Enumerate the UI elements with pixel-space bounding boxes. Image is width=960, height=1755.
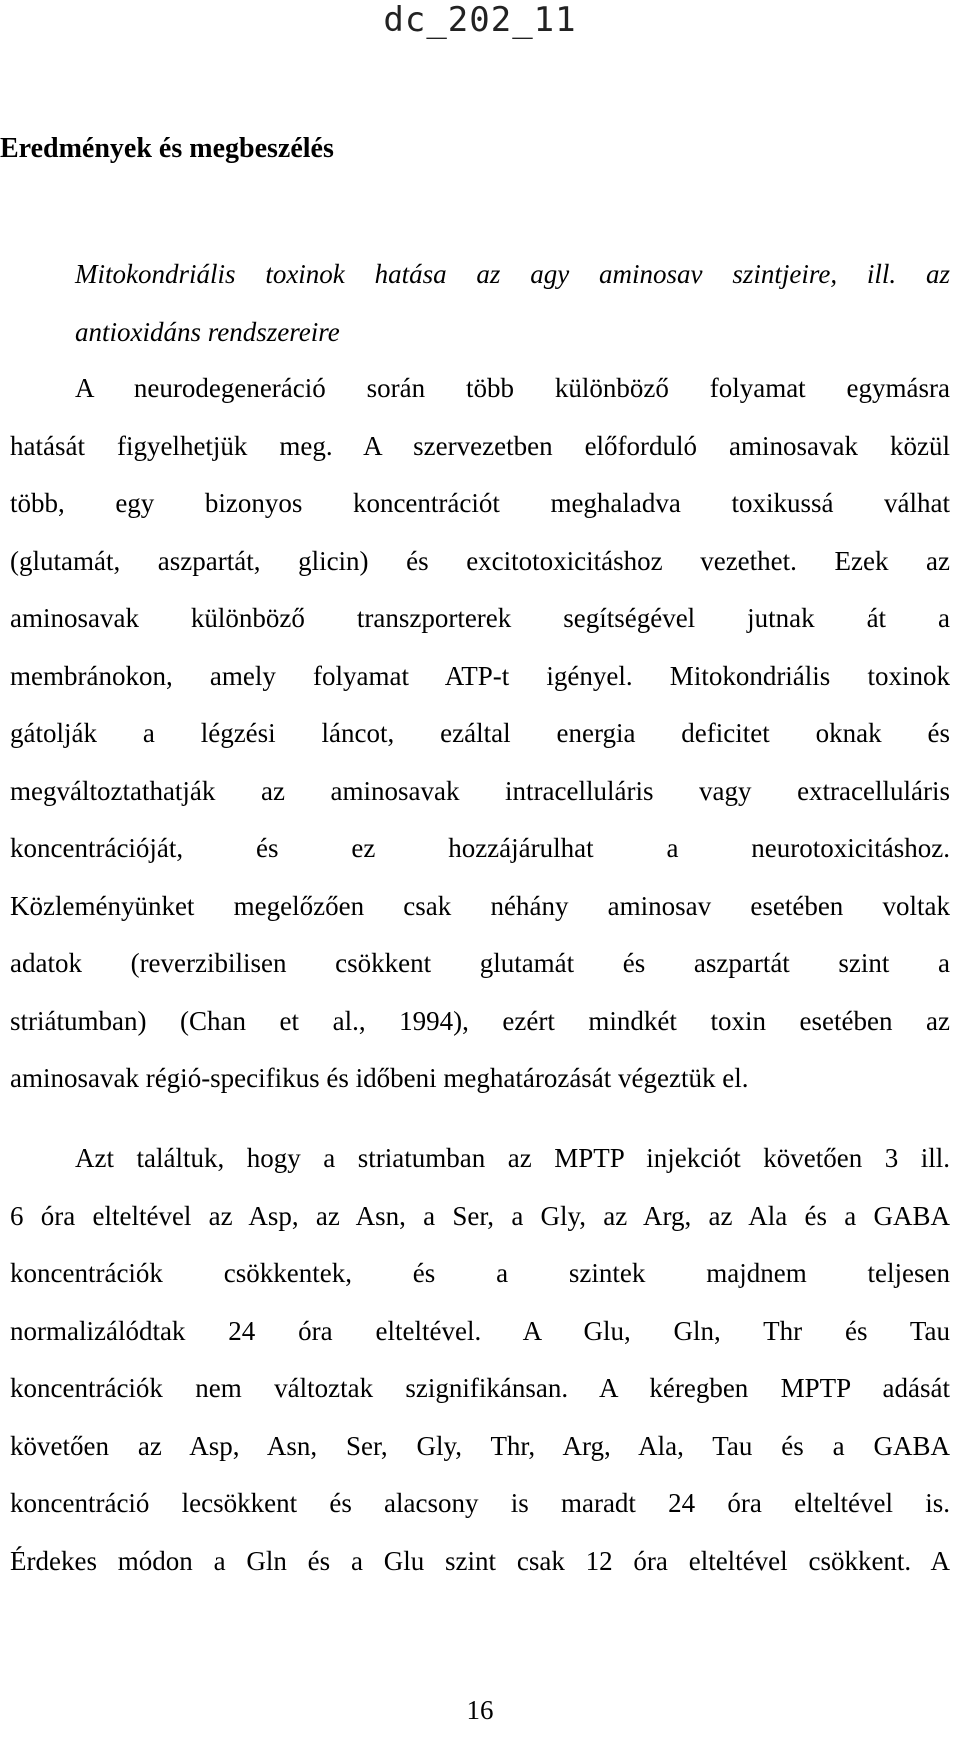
paragraph-line: aminosavak régió-specifikus és időbeni meghatározását végeztük el. [10,1063,749,1093]
paragraph-line: Közleményünket megelőzően csak néhány aminosav esetében voltak [10,890,950,921]
document-code-header: dc_202_11 [383,0,577,40]
subsection-title-line: Mitokondriális toxinok hatása az agy aminosav szintjeire, ill. az [75,259,950,289]
paragraph-line: adatok (reverzibilisen csökkent glutamát és aszpartát szint a [10,948,950,978]
paragraph-line: követően az Asp, Asn, Ser, Gly, Thr, Arg, Ala, Tau és a GABA [10,1430,950,1461]
subsection-title-line: antioxidáns rendszereire [75,316,340,347]
paragraph-line: koncentráció lecsökkent és alacsony is maradt 24 óra elteltével is. [10,1488,950,1518]
paragraph-line: koncentrációk nem változtak szignifikánsan. A kéregben MPTP adását [10,1373,950,1403]
subsection-title [75,246,950,361]
paragraph-line: A neurodegeneráció során több különböző folyamat egymásra [75,373,950,403]
paragraph-line: Azt találtuk, hogy a striatumban az MPTP injekciót követően 3 ill. [75,1143,950,1173]
section-title: Eredmények és megbeszélés [0,133,334,164]
paragraph-line: több, egy bizonyos koncentrációt meghaladva toxikussá válhat [10,488,950,518]
paragraph-line: koncentrációját, és ez hozzájárulhat a neurotoxicitáshoz. [10,833,950,863]
paragraph-line: aminosavak különböző transzporterek segítségével jutnak át a [10,603,950,633]
paragraph-line: gátolják a légzési láncot, ezáltal energia deficitet oknak és [10,718,950,748]
paragraph-line: hatását figyelhetjük meg. A szervezetben előforduló aminosavak közül [10,430,950,461]
paragraph-line: koncentrációk csökkentek, és a szintek majdnem teljesen [10,1258,950,1288]
paragraph-line: Érdekes módon a Gln és a Glu szint csak 12 óra elteltével csökkent. A [10,1545,950,1576]
paragraph-line: striátumban) (Chan et al., 1994), ezért mindkét toxin esetében az [10,1005,950,1036]
page-number: 16 [466,1695,494,1725]
paragraph-line: (glutamát, aszpartát, glicin) és excitotoxicitáshoz vezethet. Ezek az [10,545,950,576]
paragraph-line: 6 óra elteltével az Asp, az Asn, a Ser, a Gly, az Arg, az Ala és a GABA [10,1200,950,1231]
paragraph-1 [10,360,950,1108]
paragraph-line: normalizálódtak 24 óra elteltével. A Glu, Gln, Thr és Tau [10,1315,950,1346]
paragraph-line: membránokon, amely folyamat ATP-t igényel. Mitokondriális toxinok [10,660,950,691]
paragraph-2 [10,1130,950,1590]
paragraph-line: megváltoztathatják az aminosavak intracelluláris vagy extracelluláris [10,775,950,806]
